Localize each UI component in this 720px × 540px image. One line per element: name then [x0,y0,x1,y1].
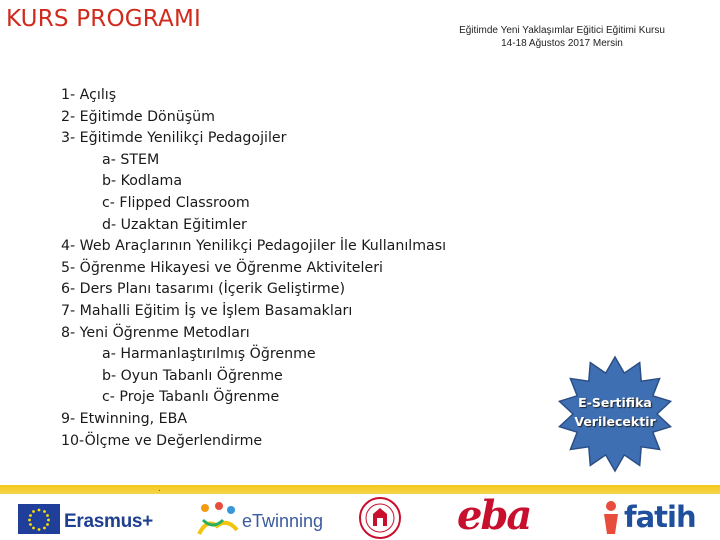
program-subitem: c- Flipped Classroom [102,194,250,211]
program-item: 2- Eğitimde Dönüşüm [61,108,215,125]
program-item: 6- Ders Planı tasarımı (İçerik Geliştirme) [61,281,345,298]
program-item: 3- Eğitimde Yenilikçi Pedagojiler [61,130,287,147]
program-item: 7- Mahalli Eğitim İş ve İşlem Basamakları [61,302,353,319]
certificate-badge-text [557,393,673,431]
program-item: 10-Ölçme ve Değerlendirme [61,432,263,449]
program-item: 1- Açılış [61,87,117,103]
course-name: Eğitimde Yeni Yaklaşımlar Eğitici Eğitimi Kursu [459,25,665,36]
program-subitem: b- Kodlama [102,173,183,190]
program-item: 4- Web Araçlarının Yenilikçi Pedagojiler İle Kullanılması [61,238,447,255]
program-subitem: b- Oyun Tabanlı Öğrenme [102,367,283,384]
badge-line1: E-Sertifika [578,395,652,410]
course-header [412,24,712,50]
footer-bar: . [0,485,720,494]
program-subitem: a- STEM [102,151,160,168]
erasmus-logo: Erasmus+ [64,511,153,532]
etwinning-logo-icon [193,500,241,540]
meb-seal-icon [358,496,402,540]
page-title: KURS PROGRAMI [6,6,201,32]
program-item: 9- Etwinning, EBA [61,410,188,427]
program-subitem: d- Uzaktan Eğitimler [102,216,247,233]
eu-flag-icon [18,504,60,534]
course-date-location: 14-18 Ağustos 2017 Mersin [501,38,623,49]
eba-logo: eba [457,492,531,539]
program-item: 8- Yeni Öğrenme Metodları [61,324,250,341]
badge-line2: Verilecektir [574,414,656,429]
program-subitem: a- Harmanlaştırılmış Öğrenme [102,346,316,363]
fatih-logo: fatih [624,500,696,534]
etwinning-logo: eTwinning [242,511,324,531]
program-list [61,85,446,452]
fatih-figure-icon [600,500,622,536]
program-subitem: c- Proje Tabanlı Öğrenme [102,389,280,406]
program-item: 5- Öğrenme Hikayesi ve Öğrenme Aktiviteleri [61,259,383,276]
